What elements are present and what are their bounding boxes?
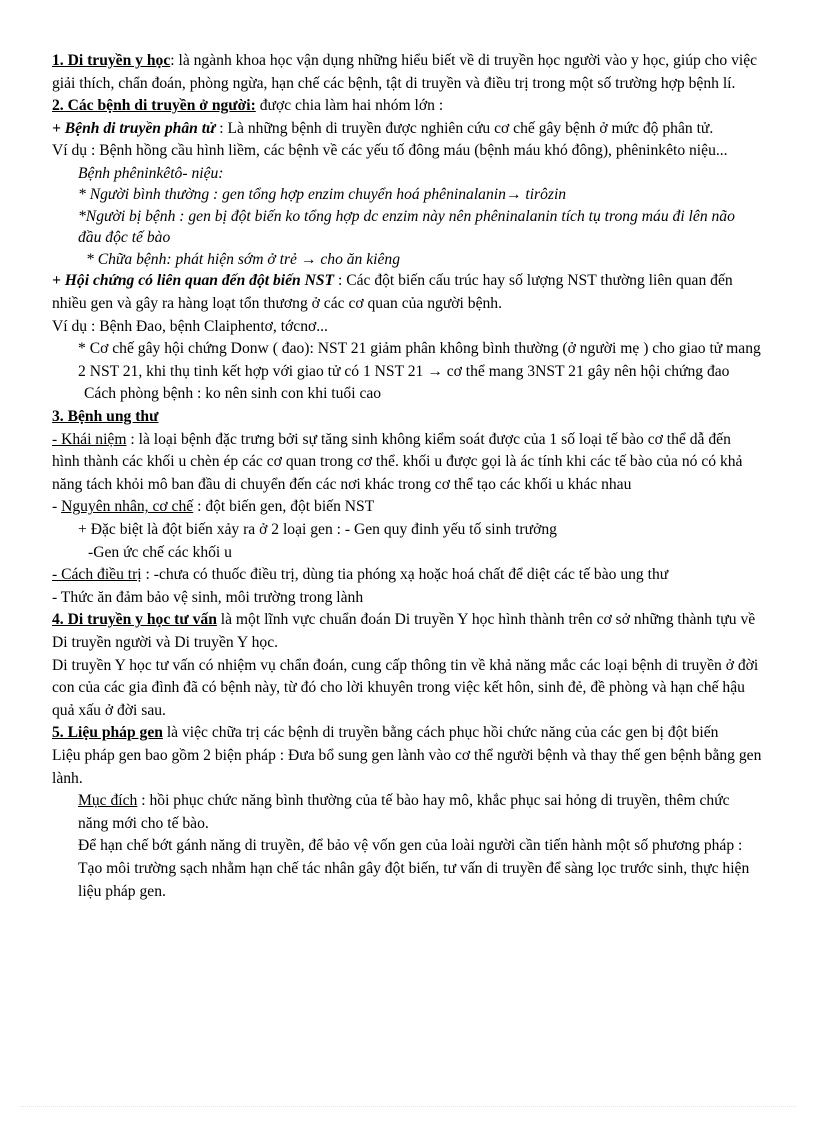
pku-item-2: *Người bị bệnh : gen bị đột biến ko tổng hợp dc enzim này nên phêninalanin tích tụ trong máu đi lên não đầu độc tế bào: [78, 207, 735, 247]
section-4: [52, 609, 762, 654]
document-page: [52, 50, 762, 903]
cancer-cause-label: Nguyên nhân, cơ chế: [61, 498, 194, 516]
gene-therapy-purpose-body: : hồi phục chức năng bình thường của tế bào hay mô, khắc phục sai hỏng di truyền, thêm chức năng mới cho tế bào.: [78, 792, 730, 832]
cancer-definition: [52, 429, 762, 497]
chromosome-syndrome-title: + Hội chứng có liên quan đến đột biến NST: [52, 272, 335, 290]
gene-therapy-purpose: [52, 790, 762, 835]
down-prevention: Cách phòng bệnh : ko nên sinh con khi tuổi cao: [84, 385, 382, 403]
gene-therapy-purpose-label: Mục đích: [78, 792, 138, 810]
section-5-paragraph-4: Để hạn chế bớt gánh năng di truyền, để bảo vệ vốn gen của loài người cần tiến hành một số phương pháp : Tạo môi trường sạch nhằm hạn chế tác nhân gây đột biến, tư vấn di truyền để sàng lọc trước sinh, thực hiện liệu pháp gen.: [78, 837, 750, 900]
page-bottom-divider: [20, 1106, 796, 1107]
section-4-body: là một lĩnh vực chuẩn đoán Di truyền Y học hình thành trên cơ sở những thành tựu về Di truyền người và Di truyền Y học.: [52, 611, 756, 651]
chromosome-syndrome-paragraph: [52, 270, 762, 315]
section-4-paragraph-2: Di truyền Y học tư vấn có nhiệm vụ chẩn đoán, cung cấp thông tin về khả năng mắc các loại bệnh di truyền ở đời con của các gia đình đã có bệnh này, từ đó cho lời khuyên trong việc kết hôn, sinh đẻ, đề phòng và hạn chế hậu quả xấu ở đời sau.: [52, 656, 759, 719]
cancer-treatment-label: - Cách điều trị: [52, 566, 142, 584]
pku-item-3: * Chữa bệnh: phát hiện sớm ở trẻ → cho ăn kiêng: [86, 250, 401, 268]
molecular-disease-paragraph: [52, 118, 762, 141]
section-5-paragraph-2: Liệu pháp gen bao gồm 2 biện pháp : Đưa bổ sung gen lành vào cơ thể người bệnh và thay thế gen bệnh bằng gen lành.: [52, 746, 762, 787]
molecular-disease-title: + Bệnh di truyền phân tử: [52, 119, 216, 137]
cancer-definition-label: - Khái niệm: [52, 430, 127, 448]
section-3-heading: [52, 406, 762, 429]
chromosome-syndrome-body: : Các đột biến cấu trúc hay số lượng NST thường liên quan đến nhiều gen và gây ra hàng loạt tổn thương ở các cơ quan của người bệnh.: [52, 272, 733, 313]
section-2-heading: [52, 95, 762, 118]
cancer-cause-2: -Gen ức chế các khối u: [88, 543, 232, 561]
pku-title: Bệnh phêninkêtô- niệu:: [78, 164, 224, 182]
cancer-definition-body: : là loại bệnh đặc trưng bởi sự tăng sinh không kiểm soát được của 1 số loại tế bào cơ thể dẫ đến hình thành các khối u chèn ép các cơ quan trong cơ thể. khối u được gọi là ác tính khi các tế bào của nó có khả năng tách khỏi mô ban đầu di chuyển đến các nơi khác trong cơ thể tạo các khối u khác nhau: [52, 430, 743, 493]
section-2-body: được chia làm hai nhóm lớn :: [255, 97, 444, 115]
down-mechanism: * Cơ chế gây hội chứng Donw ( đao): NST 21 giảm phân không bình thường (ở người mẹ ) cho giao tử mang 2 NST 21, khi thụ tinh kết hợp với giao tử có 1 NST 21 → cơ thể mang 3NST 21 gây nên hội chứng đao: [78, 340, 761, 380]
molecular-disease-body: : Là những bệnh di truyền được nghiên cứu cơ chế gây bệnh ở mức độ phân tử.: [215, 119, 714, 137]
section-3-title: 3. Bệnh ung thư: [52, 408, 159, 426]
cancer-cause: [52, 496, 762, 519]
chromosome-syndrome-example: Ví dụ : Bệnh Đao, bệnh Claiphentơ, tớcnơ...: [52, 317, 328, 335]
section-1: [52, 50, 762, 95]
pku-item-1: * Người bình thường : gen tổng hợp enzim chuyển hoá phêninalanin→ tirôzin: [78, 186, 567, 204]
cancer-cause-body: : đột biến gen, đột biến NST: [193, 498, 375, 516]
section-1-body: : là ngành khoa học vận dụng những hiểu biết về di truyền học người vào y học, giúp cho việc giải thích, chẩn đoán, phòng ngừa, hạn chế các bệnh, tật di truyền và điều trị trong một số trường hợp bệnh lí.: [52, 52, 758, 92]
cancer-treatment-body: : -chưa có thuốc điều trị, dùng tia phóng xạ hoặc hoá chất để diệt các tế bào ung thư: [141, 566, 669, 584]
section-1-title: 1. Di truyền y học: [52, 52, 171, 69]
section-2-title: 2. Các bệnh di truyền ở người:: [52, 97, 256, 115]
section-4-title: 4. Di truyền y học tư vấn: [52, 611, 217, 629]
section-5: [52, 722, 762, 745]
section-5-title: 5. Liệu pháp gen: [52, 724, 163, 742]
cancer-cause-1: + Đặc biệt là đột biến xảy ra ở 2 loại gen : - Gen quy đinh yếu tố sinh trưởng: [78, 521, 557, 538]
section-5-body: là việc chữa trị các bệnh di truyền bằng cách phục hồi chức năng của các gen bị đột biến: [162, 724, 719, 742]
cancer-treatment: [52, 564, 762, 587]
cancer-treatment-2: - Thức ăn đảm bảo vệ sinh, môi trường trong lành: [52, 588, 364, 606]
cancer-cause-prefix: -: [52, 498, 62, 516]
molecular-disease-example: Ví dụ : Bệnh hồng cầu hình liềm, các bệnh về các yếu tố đông máu (bệnh máu khó đông), phêninkêto niệu...: [52, 142, 728, 160]
